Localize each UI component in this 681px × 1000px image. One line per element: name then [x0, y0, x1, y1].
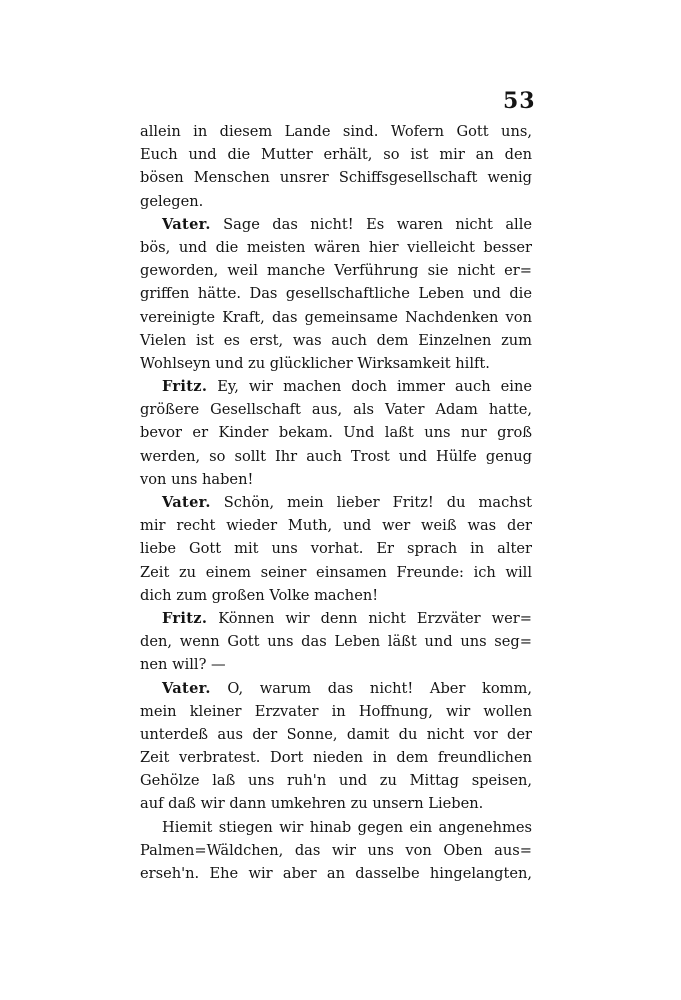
line-text: gelegen. — [140, 192, 204, 210]
line-text: bevor er Kinder bekam. Und laßt uns nur groß — [140, 424, 532, 442]
text-line — [140, 468, 532, 491]
text-line — [140, 862, 532, 885]
text-line — [140, 166, 532, 189]
line-text: allein in diesem Lande sind. Wofern Gott uns, — [140, 123, 532, 140]
line-text: Hiemit stiegen wir hinab gegen ein angenehmes — [162, 818, 532, 836]
speaker-name: Vater. — [162, 215, 211, 233]
text-line — [140, 421, 532, 444]
line-text: bös, und die meisten wären hier vielleicht besser — [140, 238, 532, 256]
line-text: den, wenn Gott uns das Leben läßt und uns seg= — [140, 633, 532, 651]
line-text: bösen Menschen unsrer Schiffsgesellschaft wenig — [140, 169, 532, 187]
text-line — [140, 630, 532, 653]
text-line — [140, 561, 532, 584]
text-line — [140, 653, 532, 676]
line-text: unterdeß aus der Sonne, damit du nicht vor der — [140, 725, 532, 743]
line-text: erseh'n. Ehe wir aber an dasselbe hingelangten, — [140, 865, 532, 882]
text-line — [140, 816, 532, 839]
page-number: 53 — [503, 88, 536, 114]
text-line — [140, 537, 532, 560]
text-line — [140, 723, 532, 746]
speaker-name: Vater. — [162, 679, 211, 697]
line-text: mein kleiner Erzvater in Hoffnung, wir wollen — [140, 702, 532, 720]
text-line — [140, 584, 532, 607]
text-line — [140, 213, 532, 236]
text-line — [140, 607, 532, 630]
text-line — [140, 236, 532, 259]
text-line — [140, 306, 532, 329]
speaker-name: Fritz. — [162, 609, 208, 627]
line-text: Zeit zu einem seiner einsamen Freunde: ich will — [140, 563, 532, 581]
line-text: Können wir denn nicht Erzväter wer= — [207, 609, 532, 627]
line-text: mir recht wieder Muth, und wer weiß was der — [140, 517, 532, 535]
text-line — [140, 491, 532, 514]
line-text: werden, so sollt Ihr auch Trost und Hülfe genug — [140, 447, 532, 465]
text-line — [140, 746, 532, 769]
speaker-name: Fritz. — [162, 378, 208, 396]
text-line — [140, 514, 532, 537]
line-text: Schön, mein lieber Fritz! du machst — [210, 494, 532, 511]
speaker-name: Vater. — [162, 494, 211, 511]
line-text: liebe Gott mit uns vorhat. Er sprach in alter — [140, 540, 532, 558]
text-line — [140, 398, 532, 421]
text-line — [140, 839, 532, 862]
text-line — [140, 329, 532, 352]
line-text: auf daß wir dann umkehren zu unsern Lieben. — [140, 795, 484, 813]
line-text: Palmen=Wäldchen, das wir uns von Oben aus= — [140, 841, 532, 859]
line-text: vereinigte Kraft, das gemeinsame Nachdenken von — [140, 308, 532, 326]
text-line — [140, 677, 532, 700]
line-text: nen will? — — [140, 656, 226, 674]
line-text: griffen hätte. Das gesellschaftliche Leben und die — [140, 285, 532, 303]
line-text: Zeit verbratest. Dort nieden in dem freundlichen — [140, 749, 532, 767]
line-text: geworden, weil manche Verführung sie nicht er= — [140, 262, 532, 280]
line-text: Ey, wir machen doch immer auch eine — [207, 378, 532, 396]
text-line — [140, 769, 532, 792]
line-text: O, warum das nicht! Aber komm, — [210, 679, 532, 697]
line-text: Euch und die Mutter erhält, so ist mir an den — [140, 146, 532, 164]
text-line — [140, 700, 532, 723]
line-text: Gehölze laß uns ruh'n und zu Mittag speisen, — [140, 772, 532, 790]
text-line — [140, 445, 532, 468]
text-line — [140, 190, 532, 213]
line-text: größere Gesellschaft aus, als Vater Adam hatte, — [140, 401, 532, 419]
text-line — [140, 375, 532, 398]
text-line — [140, 792, 532, 815]
line-text: Wohlseyn und zu glücklicher Wirksamkeit hilft. — [140, 354, 490, 372]
text-line — [140, 120, 532, 143]
text-line — [140, 282, 532, 305]
line-text: dich zum großen Volke machen! — [140, 586, 379, 604]
text-line — [140, 259, 532, 282]
line-text: von uns haben! — [140, 470, 254, 488]
line-text: Vielen ist es erst, was auch dem Einzelnen zum — [140, 331, 532, 349]
body-text — [140, 120, 532, 885]
text-line — [140, 143, 532, 166]
text-line — [140, 352, 532, 375]
line-text: Sage das nicht! Es waren nicht alle — [210, 215, 532, 233]
